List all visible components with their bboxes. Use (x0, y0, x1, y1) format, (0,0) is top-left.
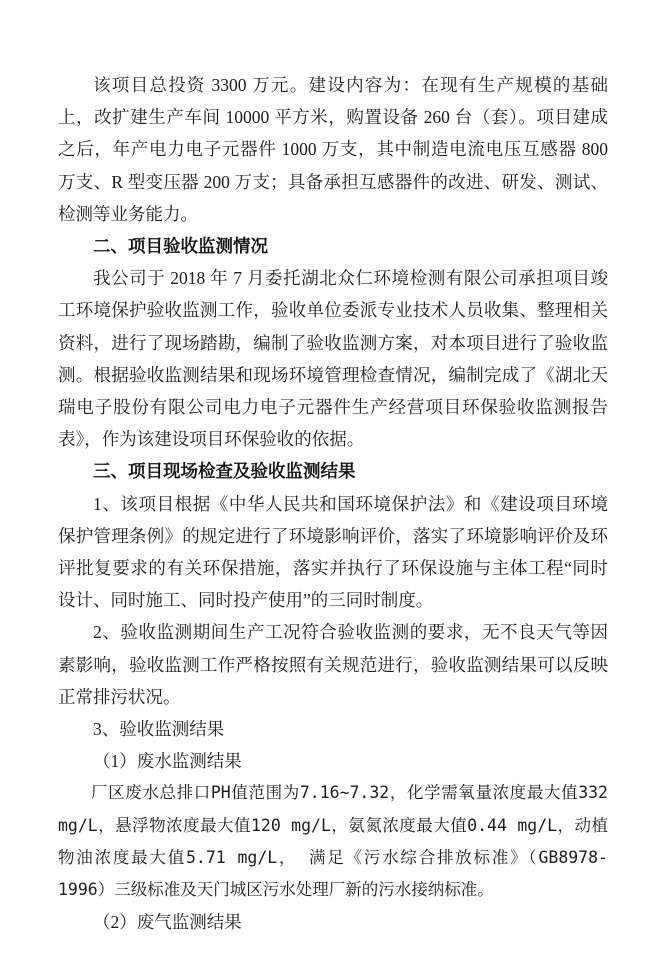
section-heading: 二、项目验收监测情况 (93, 236, 268, 257)
document-content (58, 69, 608, 938)
body-paragraph: 3、验收监测结果 (93, 719, 225, 740)
section-heading: 三、项目现场检查及验收监测结果 (93, 461, 356, 482)
body-paragraph: 1、该项目根据《中华人民共和国环境保护法》和《建设项目环境保护管理条例》的规定进行了环境影响评价，落实了环境影响评价及环评批复要求的有关环保措施，落实并执行了环保设施与主体工程“同时设计、同时施工、同时投产使用”的三同时制度。 (58, 493, 608, 611)
body-paragraph: （1）废水监测结果 (93, 751, 242, 772)
body-paragraph: 2、验收监测期间生产工况符合验收监测的要求，无不良天气等因素影响，验收监测工作严格按照有关规范进行，验收监测结果可以反映正常排污状况。 (58, 622, 608, 707)
body-paragraph: 厂区废水总排口PH值范围为7.16~7.32，化学需氧量浓度最大值332 mg/L，悬浮物浓度最大值120 mg/L，氨氮浓度最大值0.44 mg/L，动植物油浓度最大值5.71 mg/L， 满足《污水综合排放标准》（GB8978-1996）三级标准及天门城区污水处理厂新的污水接纳标准。 (58, 783, 608, 900)
body-paragraph: （2）废气监测结果 (93, 912, 242, 933)
body-paragraph: 该项目总投资 3300 万元。建设内容为：在现有生产规模的基础上，改扩建生产车间 10000 平方米，购置设备 260 台（套）。项目建成之后，年产电力电子元器件 1000 万支，其中制造电流电压互感器 800 万支、R 型变压器 200 万支；具备承担互感器件的改进、研发、测试、检测等业务能力。 (58, 75, 608, 224)
body-paragraph: 我公司于 2018 年 7 月委托湖北众仁环境检测有限公司承担项目竣工环境保护验收监测工作，验收单位委派专业技术人员收集、整理相关资料，进行了现场踏勘，编制了验收监测方案，对本项目进行了验收监测。根据验收监测结果和现场环境管理检查情况，编制完成了《湖北天瑞电子股份有限公司电力电子元器件生产经营项目环保验收监测报告表》，作为该建设项目环保验收的依据。 (58, 268, 608, 450)
